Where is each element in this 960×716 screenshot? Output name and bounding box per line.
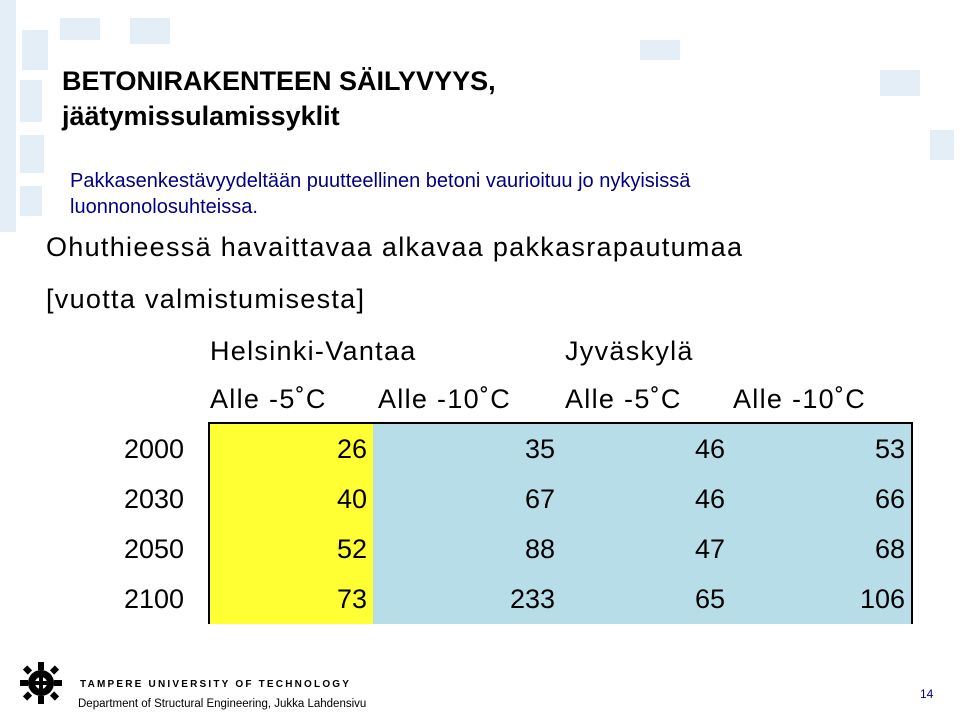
intro-line-2: luonnonolosuhteissa. bbox=[70, 196, 258, 218]
page-number: 14 bbox=[920, 687, 934, 701]
data-table bbox=[208, 422, 913, 624]
table-cell: 46 bbox=[561, 474, 731, 524]
table-cell: 53 bbox=[731, 424, 911, 474]
table-cell: 233 bbox=[373, 574, 561, 624]
column-header-1: Alle -5˚C bbox=[210, 384, 327, 414]
title-line-1: BETONIRAKENTEEN SÄILYVYYS, bbox=[62, 66, 496, 96]
table-cell: 66 bbox=[731, 474, 911, 524]
table-cell: 68 bbox=[731, 524, 911, 574]
table-cell: 106 bbox=[731, 574, 911, 624]
column-header-4: Alle -10˚C bbox=[733, 384, 867, 414]
column-header-2: Alle -10˚C bbox=[378, 384, 512, 414]
table-cell: 65 bbox=[561, 574, 731, 624]
row-year-2100: 2100 bbox=[124, 584, 185, 614]
title-line-2: jäätymissulamissyklit bbox=[62, 101, 340, 131]
row-year-2030: 2030 bbox=[124, 484, 185, 514]
table-heading-line-2: [vuotta valmistumisesta] bbox=[46, 284, 366, 314]
gear-logo-icon bbox=[12, 658, 70, 708]
table-cell: 47 bbox=[561, 524, 731, 574]
column-header-3: Alle -5˚C bbox=[565, 384, 682, 414]
footer-department: Department of Structural Engineering, Jukka Lahdensivu bbox=[78, 698, 367, 710]
slide-title bbox=[62, 64, 496, 134]
table-cell: 88 bbox=[373, 524, 561, 574]
group-header-helsinki: Helsinki-Vantaa bbox=[210, 336, 417, 366]
intro-text bbox=[70, 168, 690, 220]
table-cell: 67 bbox=[373, 474, 561, 524]
table-cell: 26 bbox=[210, 424, 373, 474]
table-cell: 35 bbox=[373, 424, 561, 474]
table-heading-line-1: Ohuthieessä havaittavaa alkavaa pakkasrapautumaa bbox=[46, 232, 744, 262]
group-header-jyvaskyla: Jyväskylä bbox=[565, 336, 694, 366]
row-year-2050: 2050 bbox=[124, 534, 185, 564]
table-cell: 52 bbox=[210, 524, 373, 574]
table-cell: 46 bbox=[561, 424, 731, 474]
row-year-2000: 2000 bbox=[124, 434, 185, 464]
table-cell: 40 bbox=[210, 474, 373, 524]
footer-university: TAMPERE UNIVERSITY OF TECHNOLOGY bbox=[80, 679, 352, 690]
table-cell: 73 bbox=[210, 574, 373, 624]
intro-line-1: Pakkasenkestävyydeltään puutteellinen betoni vaurioituu jo nykyisissä bbox=[70, 170, 691, 192]
